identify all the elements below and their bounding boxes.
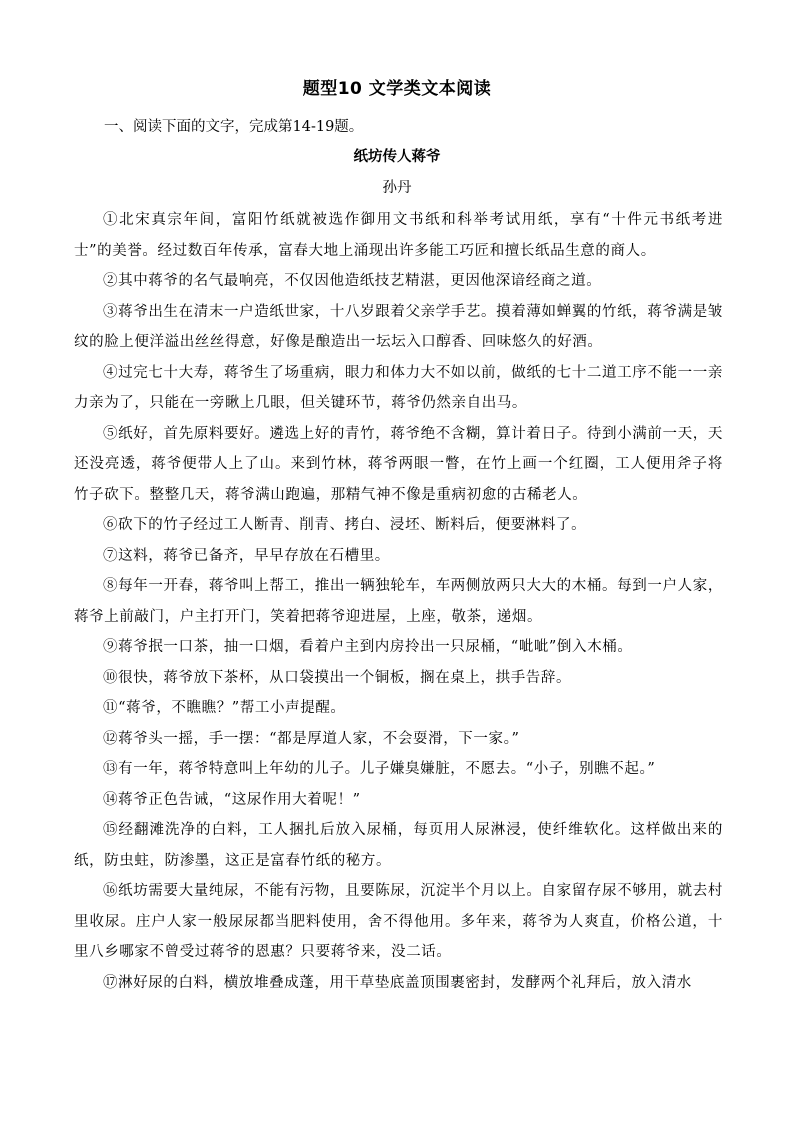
paragraph: ④过完七十大寿，蒋爷生了场重病，眼力和体力大不如以前，做纸的七十二道工序不能一一亲力亲为了，只能在一旁瞅上几眼，但关键环节，蒋爷仍然亲自出马。 [74, 364, 723, 411]
paragraph: ⑯纸坊需要大量纯尿，不能有污物，且要陈尿，沉淀半个月以上。自家留存尿不够用，就去村里收尿。庄户人家一般尿尿都当肥料使用，舍不得他用。多年来，蒋爷为人爽直，价格公道，十里八乡哪家不曾受过蒋爷的恩惠？只要蒋爷来，没二话。 [74, 883, 723, 960]
article-body [74, 205, 723, 998]
paragraph: ⑨蒋爷抿一口茶，抽一口烟，看着户主到内房拎出一只尿桶，“呲呲”倒入木桶。 [103, 639, 633, 655]
article-title: 纸坊传人蒋爷 [353, 148, 441, 165]
paragraph: ⑤纸好，首先原料要好。遴选上好的青竹，蒋爷绝不含糊，算计着日子。待到小满前一天，天还没亮透，蒋爷便带人上了山。来到竹林，蒋爷两眼一瞥，在竹上画一个红圈，工人便用斧子将竹子砍下。整整几天，蒋爷满山跑遍，那精气神不像是重病初愈的古稀老人。 [74, 425, 723, 503]
paragraph: ①北宋真宗年间，富阳竹纸就被选作御用文书纸和科举考试用纸，享有“十件元书纸考进士”的美誉。经过数百年传承，富春大地上涌现出许多能工巧匠和擅长纸品生意的商人。 [74, 212, 723, 259]
paragraph: ⑫蒋爷头一摇，手一摆：“都是厚道人家，不会耍滑，下一家。” [103, 730, 520, 747]
paragraph: ⑦这料，蒋爷已备齐，早早存放在石槽里。 [103, 547, 390, 564]
article-author: 孙丹 [382, 180, 412, 196]
paragraph: ⑮经翻滩洗净的白料，工人捆扎后放入尿桶，每页用人尿淋浸，使纤维软化。这样做出来的纸，防虫蛀，防渗墨，这正是富春竹纸的秘方。 [74, 822, 723, 869]
paragraph: ⑪“蒋爷，不瞧瞧？”帮工小声提醒。 [103, 700, 346, 716]
paragraph: ⑩很快，蒋爷放下茶杯，从口袋摸出一个铜板，搁在桌上，拱手告辞。 [103, 669, 572, 686]
page-title: 题型10 文学类文本阅读 [302, 79, 492, 99]
paragraph: ③蒋爷出生在清末一户造纸世家，十八岁跟着父亲学手艺。摸着薄如蝉翼的竹纸，蒋爷满是皱纹的脸上便洋溢出丝丝得意，好像是酿造出一坛坛入口醇香、回味悠久的好酒。 [74, 303, 723, 350]
paragraph: ⑥砍下的竹子经过工人断青、削青、拷白、浸坯、断料后，便要淋料了。 [103, 517, 587, 533]
paragraph: ⑰淋好尿的白料，横放堆叠成蓬，用干草垫底盖顶围裹密封，发酵两个礼拜后，放入清水 [103, 974, 692, 991]
paragraph: ⑬有一年，蒋爷特意叫上年幼的儿子。儿子嫌臭嫌脏，不愿去。“小子，别瞧不起。” [103, 761, 656, 777]
paragraph: ⑭蒋爷正色告诫，“这尿作用大着呢！” [103, 791, 361, 808]
paragraph: ⑧每年一开春，蒋爷叫上帮工，推出一辆独轮车，车两侧放两只大大的木桶。每到一户人家，蒋爷上前敲门，户主打开门，笑着把蒋爷迎进屋，上座，敬茶，递烟。 [74, 578, 723, 625]
question-instruction: 一、阅读下面的文字，完成第14-19题。 [104, 119, 364, 135]
paragraph: ②其中蒋爷的名气最响亮，不仅因他造纸技艺精湛，更因他深谙经商之道。 [103, 273, 602, 289]
